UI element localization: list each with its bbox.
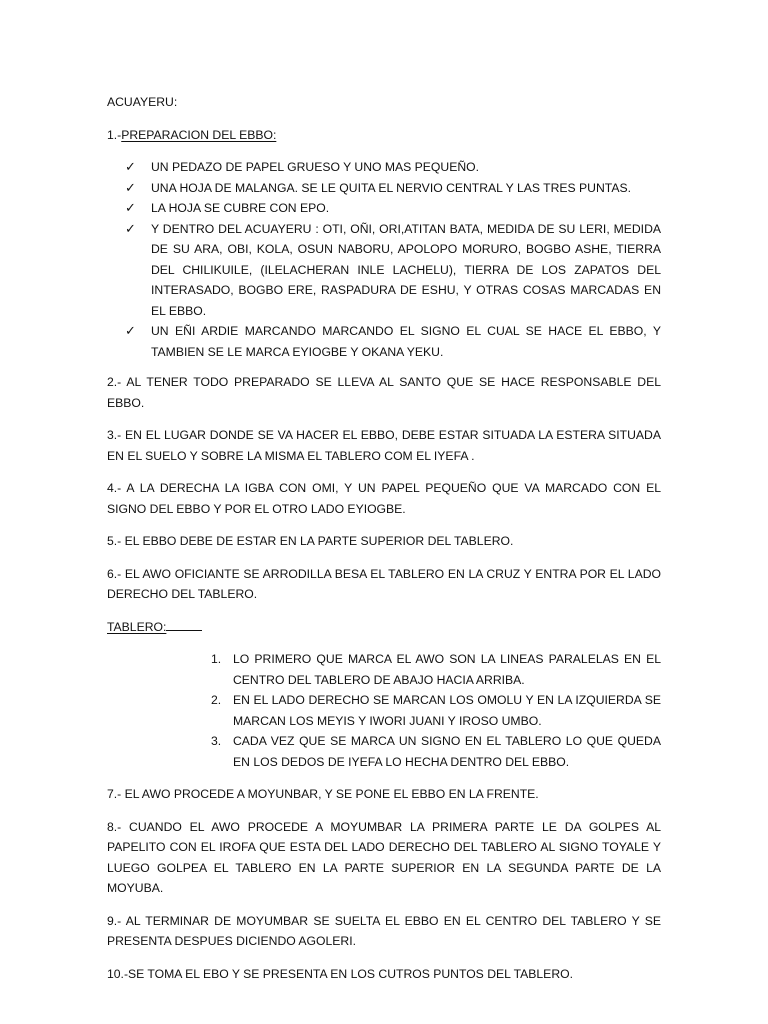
tablero-heading [107, 617, 661, 638]
checklist-item [107, 157, 661, 178]
tablero-heading-text: TABLERO: [107, 619, 167, 634]
list-item-text: EN EL LADO DERECHO SE MARCAN LOS OMOLU Y EN LA IZQUIERDA SE MARCAN LOS MEYIS Y IWORI JUANI Y IROSO UMBO. [233, 693, 661, 728]
checklist-item-text: UNA HOJA DE MALANGA. SE LE QUITA EL NERVIO CENTRAL Y LAS TRES PUNTAS. [151, 180, 631, 195]
paragraph-3: 3.- EN EL LUGAR DONDE SE VA HACER EL EBBO, DEBE ESTAR SITUADA LA ESTERA SITUADA EN EL SUELO Y SOBRE LA MISMA EL TABLERO COM EL IYEFA . [107, 428, 661, 463]
section-1-title: PREPARACION DEL EBBO: [121, 127, 277, 142]
checklist-item-text: LA HOJA SE CUBRE CON EPO. [151, 201, 330, 215]
checklist-item-text: UN EÑI ARDIE MARCANDO MARCANDO EL SIGNO EL CUAL SE HACE EL EBBO, Y TAMBIEN SE LE MARCA EYIOGBE Y OKANA YEKU. [151, 324, 661, 359]
check-mark-icon: ✓ [125, 179, 136, 195]
underline-rule [166, 618, 202, 631]
document-title: ACUAYERU: [107, 95, 178, 109]
check-mark-icon: ✓ [125, 159, 136, 174]
tablero-list [107, 649, 661, 772]
preparation-checklist [107, 157, 661, 362]
paragraph-7: 7.- EL AWO PROCEDE A MOYUNBAR, Y SE PONE EL EBBO EN LA FRENTE. [107, 787, 539, 801]
list-number: 3. [211, 734, 222, 748]
checklist-item-text: UN PEDAZO DE PAPEL GRUESO Y UNO MAS PEQUEÑO. [151, 160, 480, 174]
section-1-number: 1.- [107, 127, 122, 142]
paragraph-4: 4.- A LA DERECHA LA IGBA CON OMI, Y UN PAPEL PEQUEÑO QUE VA MARCADO CON EL SIGNO DEL EBBO Y POR EL OTRO LADO EYIOGBE. [107, 481, 661, 516]
paragraph-6: 6.- EL AWO OFICIANTE SE ARRODILLA BESA EL TABLERO EN LA CRUZ Y ENTRA POR EL LADO DERECHO DEL TABLERO. [107, 566, 661, 601]
tablero-list-item [107, 731, 661, 772]
list-item-text: LO PRIMERO QUE MARCA EL AWO SON LA LINEAS PARALELAS EN EL CENTRO DEL TABLERO DE ABAJO HACIA ARRIBA. [233, 652, 661, 687]
list-number: 2. [211, 693, 222, 707]
check-mark-icon: ✓ [125, 200, 136, 215]
paragraph-5: 5.- EL EBBO DEBE DE ESTAR EN LA PARTE SUPERIOR DEL TABLERO. [107, 534, 514, 548]
paragraph-9: 9.- AL TERMINAR DE MOYUMBAR SE SUELTA EL EBBO EN EL CENTRO DEL TABLERO Y SE PRESENTA DESPUES DICIENDO AGOLERI. [107, 913, 661, 948]
paragraph-10: 10.-SE TOMA EL EBO Y SE PRESENTA EN LOS CUTROS PUNTOS DEL TABLERO. [107, 966, 573, 981]
checklist-item [107, 219, 661, 322]
checklist-item [107, 178, 661, 199]
paragraph-2: 2.- AL TENER TODO PREPARADO SE LLEVA AL SANTO QUE SE HACE RESPONSABLE DEL EBBO. [107, 375, 661, 410]
checklist-item [107, 321, 661, 362]
paragraph-8: 8.- CUANDO EL AWO PROCEDE A MOYUMBAR LA PRIMERA PARTE LE DA GOLPES AL PAPELITO CON EL IROFA QUE ESTA DEL LADO DERECHO DEL TABLERO AL SIGNO TOYALE Y LUEGO GOLPEA EL TABLERO EN LA PARTE SUPERIOR EN LA SEGUNDA PARTE DE LA MOYUBA. [107, 819, 661, 895]
checklist-item [107, 198, 661, 219]
tablero-list-item [107, 690, 661, 731]
list-item-text: CADA VEZ QUE SE MARCA UN SIGNO EN EL TABLERO LO QUE QUEDA EN LOS DEDOS DE IYEFA LO HECHA DENTRO DEL EBBO. [233, 734, 661, 769]
document-page [107, 92, 661, 996]
check-mark-icon: ✓ [125, 220, 136, 236]
checklist-item-text: Y DENTRO DEL ACUAYERU : OTI, OÑI, ORI,ATITAN BATA, MEDIDA DE SU LERI, MEDIDA DE SU ARA, OBI, KOLA, OSUN NABORU, APOLOPO MORURO, BOGBO ASHE, TIERRA DEL CHILIKUILE, (ILELACHERAN INLE LACHELU), TIERRA DE LOS ZAPATOS DEL INTERASADO, BOGBO ERE, RASPADURA DE ESHU, Y OTRAS COSAS MARCADAS EN EL EBBO. [151, 221, 661, 318]
tablero-list-item [107, 649, 661, 690]
section-1-heading [107, 125, 661, 146]
check-mark-icon: ✓ [125, 323, 136, 338]
list-number: 1. [211, 652, 222, 666]
